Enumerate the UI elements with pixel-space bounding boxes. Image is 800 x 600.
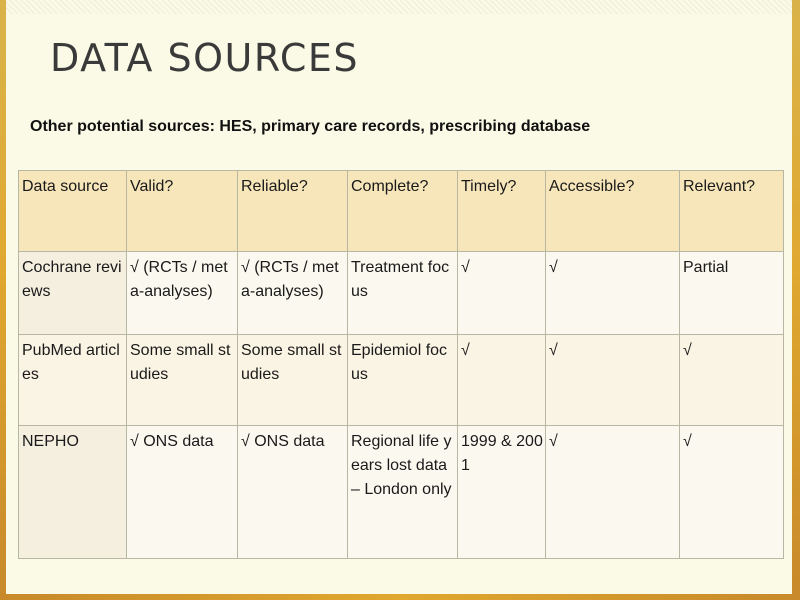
table-cell: 1999 & 2001 <box>458 426 546 559</box>
header-cell: Complete? <box>348 171 458 252</box>
table-cell: √ ONS data <box>238 426 348 559</box>
table-row <box>19 252 784 335</box>
header-cell: Data source <box>19 171 127 252</box>
right-accent-bar <box>792 0 800 600</box>
data-sources-table <box>18 170 784 559</box>
table-row <box>19 335 784 426</box>
table-cell: Epidemiol focus <box>348 335 458 426</box>
table-header-row <box>19 171 784 252</box>
header-cell: Reliable? <box>238 171 348 252</box>
table-cell: Regional life years lost data – London only <box>348 426 458 559</box>
table-cell: √ (RCTs / meta-analyses) <box>127 252 238 335</box>
table-cell: Some small studies <box>238 335 348 426</box>
table-row <box>19 426 784 559</box>
table-cell: √ <box>546 252 680 335</box>
bottom-accent-bar <box>0 594 800 600</box>
table-cell: √ <box>546 335 680 426</box>
table-cell: √ (RCTs / meta-analyses) <box>238 252 348 335</box>
slide-title: DATA SOURCES <box>50 36 359 80</box>
table-cell: Some small studies <box>127 335 238 426</box>
table-cell: Cochrane reviews <box>19 252 127 335</box>
header-cell: Timely? <box>458 171 546 252</box>
table-cell: √ <box>458 252 546 335</box>
table-cell: √ <box>458 335 546 426</box>
table-cell: √ <box>680 335 784 426</box>
table-cell: Treatment focus <box>348 252 458 335</box>
top-hatch-pattern <box>6 0 792 14</box>
table-cell: PubMed articles <box>19 335 127 426</box>
header-cell: Valid? <box>127 171 238 252</box>
header-cell: Relevant? <box>680 171 784 252</box>
slide-subtitle: Other potential sources: HES, primary care records, prescribing database <box>30 118 591 135</box>
left-accent-bar <box>0 0 6 600</box>
table-cell: √ ONS data <box>127 426 238 559</box>
table-cell: √ <box>546 426 680 559</box>
table-cell: Partial <box>680 252 784 335</box>
table-cell: NEPHO <box>19 426 127 559</box>
header-cell: Accessible? <box>546 171 680 252</box>
table-cell: √ <box>680 426 784 559</box>
